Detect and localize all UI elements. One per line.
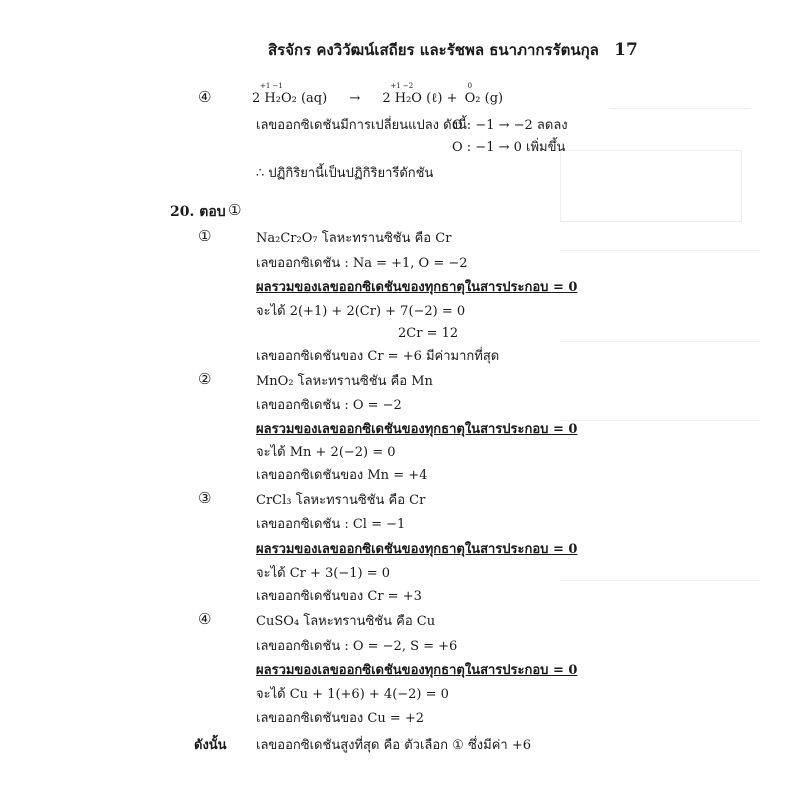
reactant (252, 82, 328, 106)
choice-marker: ④ (198, 88, 212, 106)
final-label: ดังนั้น (194, 738, 227, 753)
sum-rule: ผลรวมของเลขออกซิเดชันของทุกธาตุในสารประกอบ = 0 (256, 542, 578, 557)
item-marker: ④ (198, 610, 212, 628)
oxidation-change-2: O : −1 → 0 เพิ่มขึ้น (452, 140, 566, 155)
bleed-through-decoration (610, 96, 750, 109)
product2-formula: O₂ (g) (464, 91, 504, 106)
item-equation-step: 2Cr = 12 (398, 326, 459, 341)
item-marker: ③ (198, 489, 212, 507)
item-result: เลขออกซิเดชันของ Cu = +2 (256, 711, 425, 726)
item-oxidation-given: เลขออกซิเดชัน : O = −2 (256, 398, 402, 413)
oxidation-change-intro: เลขออกซิเดชันมีการเปลี่ยนแปลง ดังนี้ (256, 118, 467, 133)
product-water (382, 82, 458, 106)
reaction-arrow: → (349, 91, 361, 106)
item-title: MnO₂ โลหะทรานซิชัน คือ Mn (256, 374, 433, 389)
product1-oxidation-states: +1 −2 (390, 82, 414, 90)
running-header (268, 42, 638, 59)
bleed-through-decoration (560, 250, 760, 342)
item-result: เลขออกซิเดชันของ Cr = +6 มีค่ามากที่สุด (256, 349, 500, 364)
sum-rule: ผลรวมของเลขออกซิเดชันของทุกธาตุในสารประกอบ = 0 (256, 663, 578, 678)
sum-rule: ผลรวมของเลขออกซิเดชันของทุกธาตุในสารประกอบ = 0 (256, 422, 578, 437)
header-authors: สิรจักร คงวิวัฒน์เสถียร และรัชพล ธนาภากรรัตนกุล (268, 41, 599, 59)
item-equation: จะได้ Cu + 1(+6) + 4(−2) = 0 (256, 687, 449, 702)
item-result: เลขออกซิเดชันของ Mn = +4 (256, 468, 428, 483)
item-oxidation-given: เลขออกซิเดชัน : Na = +1, O = −2 (256, 256, 468, 271)
item-oxidation-given: เลขออกซิเดชัน : O = −2, S = +6 (256, 639, 458, 654)
bleed-through-decoration (560, 420, 760, 521)
sum-rule: ผลรวมของเลขออกซิเดชันของทุกธาตุในสารประกอบ = 0 (256, 280, 578, 295)
reaction-equation (252, 82, 504, 106)
reactant-oxidation-states: +1 −1 (260, 82, 283, 90)
item-title: Na₂Cr₂O₇ โลหะทรานซิชัน คือ Cr (256, 231, 452, 246)
item-title: CrCl₃ โลหะทรานซิชัน คือ Cr (256, 493, 426, 508)
bleed-through-decoration (560, 150, 742, 222)
item-result: เลขออกซิเดชันของ Cr = +3 (256, 589, 422, 604)
final-answer-text: เลขออกซิเดชันสูงที่สุด คือ ตัวเลือก ① ซึ่งมีค่า +6 (256, 738, 531, 753)
page-number: 17 (614, 40, 638, 60)
item-title: CuSO₄ โลหะทรานซิชัน คือ Cu (256, 614, 436, 629)
item-equation: จะได้ Cr + 3(−1) = 0 (256, 566, 391, 581)
question-label: 20. ตอบ (170, 204, 226, 220)
question-answer: ① (228, 201, 242, 219)
item-marker: ① (198, 227, 212, 245)
item-marker: ② (198, 370, 212, 388)
bleed-through-decoration (560, 580, 760, 651)
product-oxygen (464, 82, 504, 106)
product1-formula: 2 H₂O (ℓ) + (382, 91, 458, 106)
item-equation: จะได้ 2(+1) + 2(Cr) + 7(−2) = 0 (256, 304, 466, 319)
q19-conclusion: ∴ ปฏิกิริยานี้เป็นปฏิกิริยารีดักชัน (256, 166, 434, 181)
product2-oxidation-state: 0 (467, 82, 473, 90)
oxidation-change-1: O : −1 → −2 ลดลง (452, 118, 568, 133)
reactant-formula: 2 H₂O₂ (aq) (252, 91, 328, 106)
item-equation: จะได้ Mn + 2(−2) = 0 (256, 445, 396, 460)
item-oxidation-given: เลขออกซิเดชัน : Cl = −1 (256, 517, 406, 532)
